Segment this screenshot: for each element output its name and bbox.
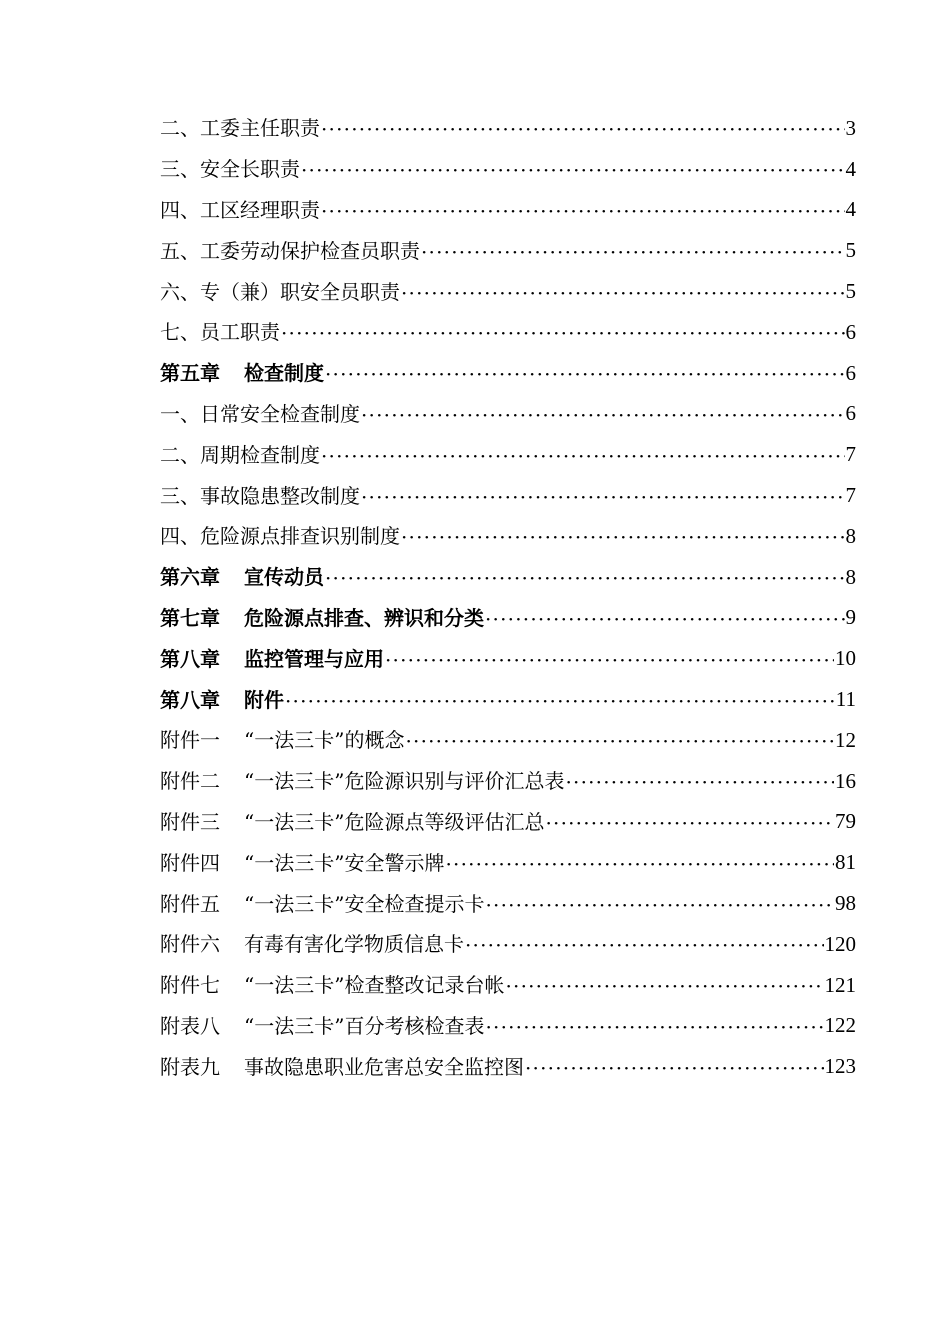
toc-attachment-title: “一法三卡”危险源点等级评估汇总 — [244, 809, 545, 834]
toc-page-number: 6 — [845, 319, 856, 344]
toc-page-number: 7 — [845, 483, 856, 508]
toc-entry-title: 六、专（兼）职安全员职责 — [160, 279, 400, 304]
toc-entry-appendix-table-9 — [160, 1046, 856, 1087]
toc-entry-chapter-attachments — [160, 679, 856, 720]
toc-entry-section-4 — [160, 516, 856, 557]
toc-entry-section-3 — [160, 475, 856, 516]
toc-attachment-title: “一法三卡”百分考核检查表 — [244, 1013, 485, 1038]
toc-entry-title: 七、员工职责 — [160, 320, 280, 345]
toc-attachment-title: “一法三卡”的概念 — [244, 728, 405, 753]
toc-entry-chapter-8 — [160, 638, 856, 679]
toc-entry-attachment-4 — [160, 842, 856, 883]
toc-entry-title — [160, 687, 284, 712]
toc-dot-leader — [325, 568, 845, 588]
toc-entry-section-5 — [160, 230, 856, 271]
toc-dot-leader — [465, 935, 824, 955]
toc-chapter-title: 检查制度 — [244, 361, 324, 386]
toc-entry-title — [160, 850, 445, 875]
toc-entry-title: 五、工委劳动保护检查员职责 — [160, 238, 420, 263]
toc-entry-section-2 — [160, 108, 856, 149]
toc-entry-attachment-7 — [160, 965, 856, 1006]
toc-entry-title: 三、事故隐患整改制度 — [160, 483, 360, 508]
toc-attachment-number: 附件五 — [160, 891, 220, 916]
toc-chapter-title: 附件 — [244, 687, 284, 712]
toc-dot-leader — [445, 854, 834, 874]
toc-entry-title — [160, 605, 484, 630]
toc-attachment-number: 附件一 — [160, 728, 220, 753]
toc-entry-title: 二、周期检查制度 — [160, 442, 320, 467]
toc-chapter-number: 第八章 — [160, 687, 220, 712]
toc-entry-title — [160, 973, 505, 998]
toc-entry-title — [160, 646, 384, 671]
toc-page-number: 10 — [835, 646, 856, 671]
toc-page-number: 5 — [845, 238, 856, 263]
toc-chapter-number: 第五章 — [160, 361, 220, 386]
toc-dot-leader — [405, 731, 834, 751]
toc-dot-leader — [361, 487, 845, 507]
toc-dot-leader — [285, 691, 835, 711]
toc-entry-attachment-3 — [160, 802, 856, 843]
toc-dot-leader — [321, 446, 845, 466]
toc-entry-title: 一、日常安全检查制度 — [160, 401, 360, 426]
toc-entry-title: 三、安全长职责 — [160, 157, 300, 182]
toc-attachment-title: “一法三卡”危险源识别与评价汇总表 — [244, 769, 565, 794]
toc-dot-leader — [545, 813, 834, 833]
toc-entry-title: 四、工区经理职责 — [160, 197, 320, 222]
toc-attachment-title: “一法三卡”安全警示牌 — [244, 850, 445, 875]
toc-attachment-title: “一法三卡”安全检查提示卡 — [244, 891, 485, 916]
toc-entry-section-6 — [160, 271, 856, 312]
toc-dot-leader — [421, 242, 845, 262]
toc-page-number: 8 — [845, 564, 856, 589]
toc-page-number: 9 — [845, 605, 856, 630]
toc-attachment-number: 附件四 — [160, 850, 220, 875]
toc-page-number: 122 — [824, 1013, 856, 1038]
toc-page-number: 4 — [845, 156, 856, 181]
toc-page-number: 5 — [845, 279, 856, 304]
toc-attachment-number: 附表九 — [160, 1054, 220, 1079]
toc-dot-leader — [485, 609, 845, 629]
toc-chapter-number: 第六章 — [160, 565, 220, 590]
toc-entry-title: 二、工委主任职责 — [160, 116, 320, 141]
toc-entry-section-2 — [160, 434, 856, 475]
toc-entry-title — [160, 809, 545, 834]
toc-dot-leader — [401, 283, 845, 303]
toc-page-number: 16 — [835, 768, 856, 793]
toc-dot-leader — [281, 323, 845, 343]
toc-entry-title — [160, 891, 485, 916]
toc-page-number: 123 — [824, 1054, 856, 1079]
toc-entry-title — [160, 769, 565, 794]
toc-chapter-title: 宣传动员 — [244, 565, 324, 590]
toc-dot-leader — [485, 1017, 823, 1037]
toc-page-number: 81 — [835, 850, 856, 875]
toc-page-number: 7 — [845, 442, 856, 467]
toc-entry-attachment-5 — [160, 883, 856, 924]
toc-attachment-title: 事故隐患职业危害总安全监控图 — [244, 1054, 524, 1079]
toc-entry-title — [160, 1013, 485, 1038]
toc-page-number: 11 — [835, 687, 856, 712]
toc-entry-section-4 — [160, 190, 856, 231]
toc-page-number: 121 — [824, 972, 856, 997]
toc-entry-title — [160, 361, 324, 386]
toc-entry-chapter-7 — [160, 598, 856, 639]
toc-page-number: 98 — [835, 891, 856, 916]
toc-dot-leader — [385, 650, 834, 670]
toc-entry-attachment-6 — [160, 924, 856, 965]
toc-entry-chapter-5 — [160, 353, 856, 394]
toc-attachment-title: 有毒有害化学物质信息卡 — [244, 932, 464, 957]
toc-page-number: 120 — [824, 931, 856, 956]
toc-chapter-number: 第七章 — [160, 605, 220, 630]
toc-dot-leader — [301, 160, 845, 180]
toc-attachment-number: 附件六 — [160, 932, 220, 957]
toc-entry-appendix-table-8 — [160, 1006, 856, 1047]
toc-attachment-title: “一法三卡”检查整改记录台帐 — [244, 973, 505, 998]
toc-page-number: 8 — [845, 523, 856, 548]
toc-dot-leader — [525, 1058, 824, 1078]
toc-dot-leader — [565, 772, 834, 792]
toc-attachment-number: 附件七 — [160, 973, 220, 998]
toc-chapter-title: 危险源点排查、辨识和分类 — [244, 605, 484, 630]
toc-attachment-number: 附件三 — [160, 809, 220, 834]
toc-attachment-number: 附表八 — [160, 1013, 220, 1038]
toc-dot-leader — [325, 364, 845, 384]
toc-entry-section-3 — [160, 149, 856, 190]
toc-dot-leader — [361, 405, 845, 425]
toc-entry-section-7 — [160, 312, 856, 353]
toc-page-number: 79 — [835, 809, 856, 834]
toc-entry-title — [160, 932, 464, 957]
toc-attachment-number: 附件二 — [160, 769, 220, 794]
toc-entry-title — [160, 728, 405, 753]
toc-dot-leader — [505, 976, 823, 996]
toc-page-number: 6 — [845, 360, 856, 385]
toc-page-number: 6 — [845, 401, 856, 426]
toc-entry-title — [160, 565, 324, 590]
toc-entry-chapter-6 — [160, 557, 856, 598]
toc-page-number: 12 — [835, 727, 856, 752]
table-of-contents — [160, 108, 856, 1087]
toc-page-number: 4 — [845, 197, 856, 222]
toc-entry-attachment-2 — [160, 761, 856, 802]
toc-entry-title — [160, 1054, 524, 1079]
toc-dot-leader — [401, 527, 845, 547]
toc-chapter-number: 第八章 — [160, 646, 220, 671]
toc-dot-leader — [321, 201, 845, 221]
toc-dot-leader — [485, 895, 834, 915]
toc-entry-title: 四、危险源点排查识别制度 — [160, 524, 400, 549]
toc-page-number: 3 — [845, 115, 856, 140]
toc-entry-section-1 — [160, 394, 856, 435]
toc-chapter-title: 监控管理与应用 — [244, 646, 384, 671]
toc-entry-attachment-1 — [160, 720, 856, 761]
toc-dot-leader — [321, 119, 845, 139]
